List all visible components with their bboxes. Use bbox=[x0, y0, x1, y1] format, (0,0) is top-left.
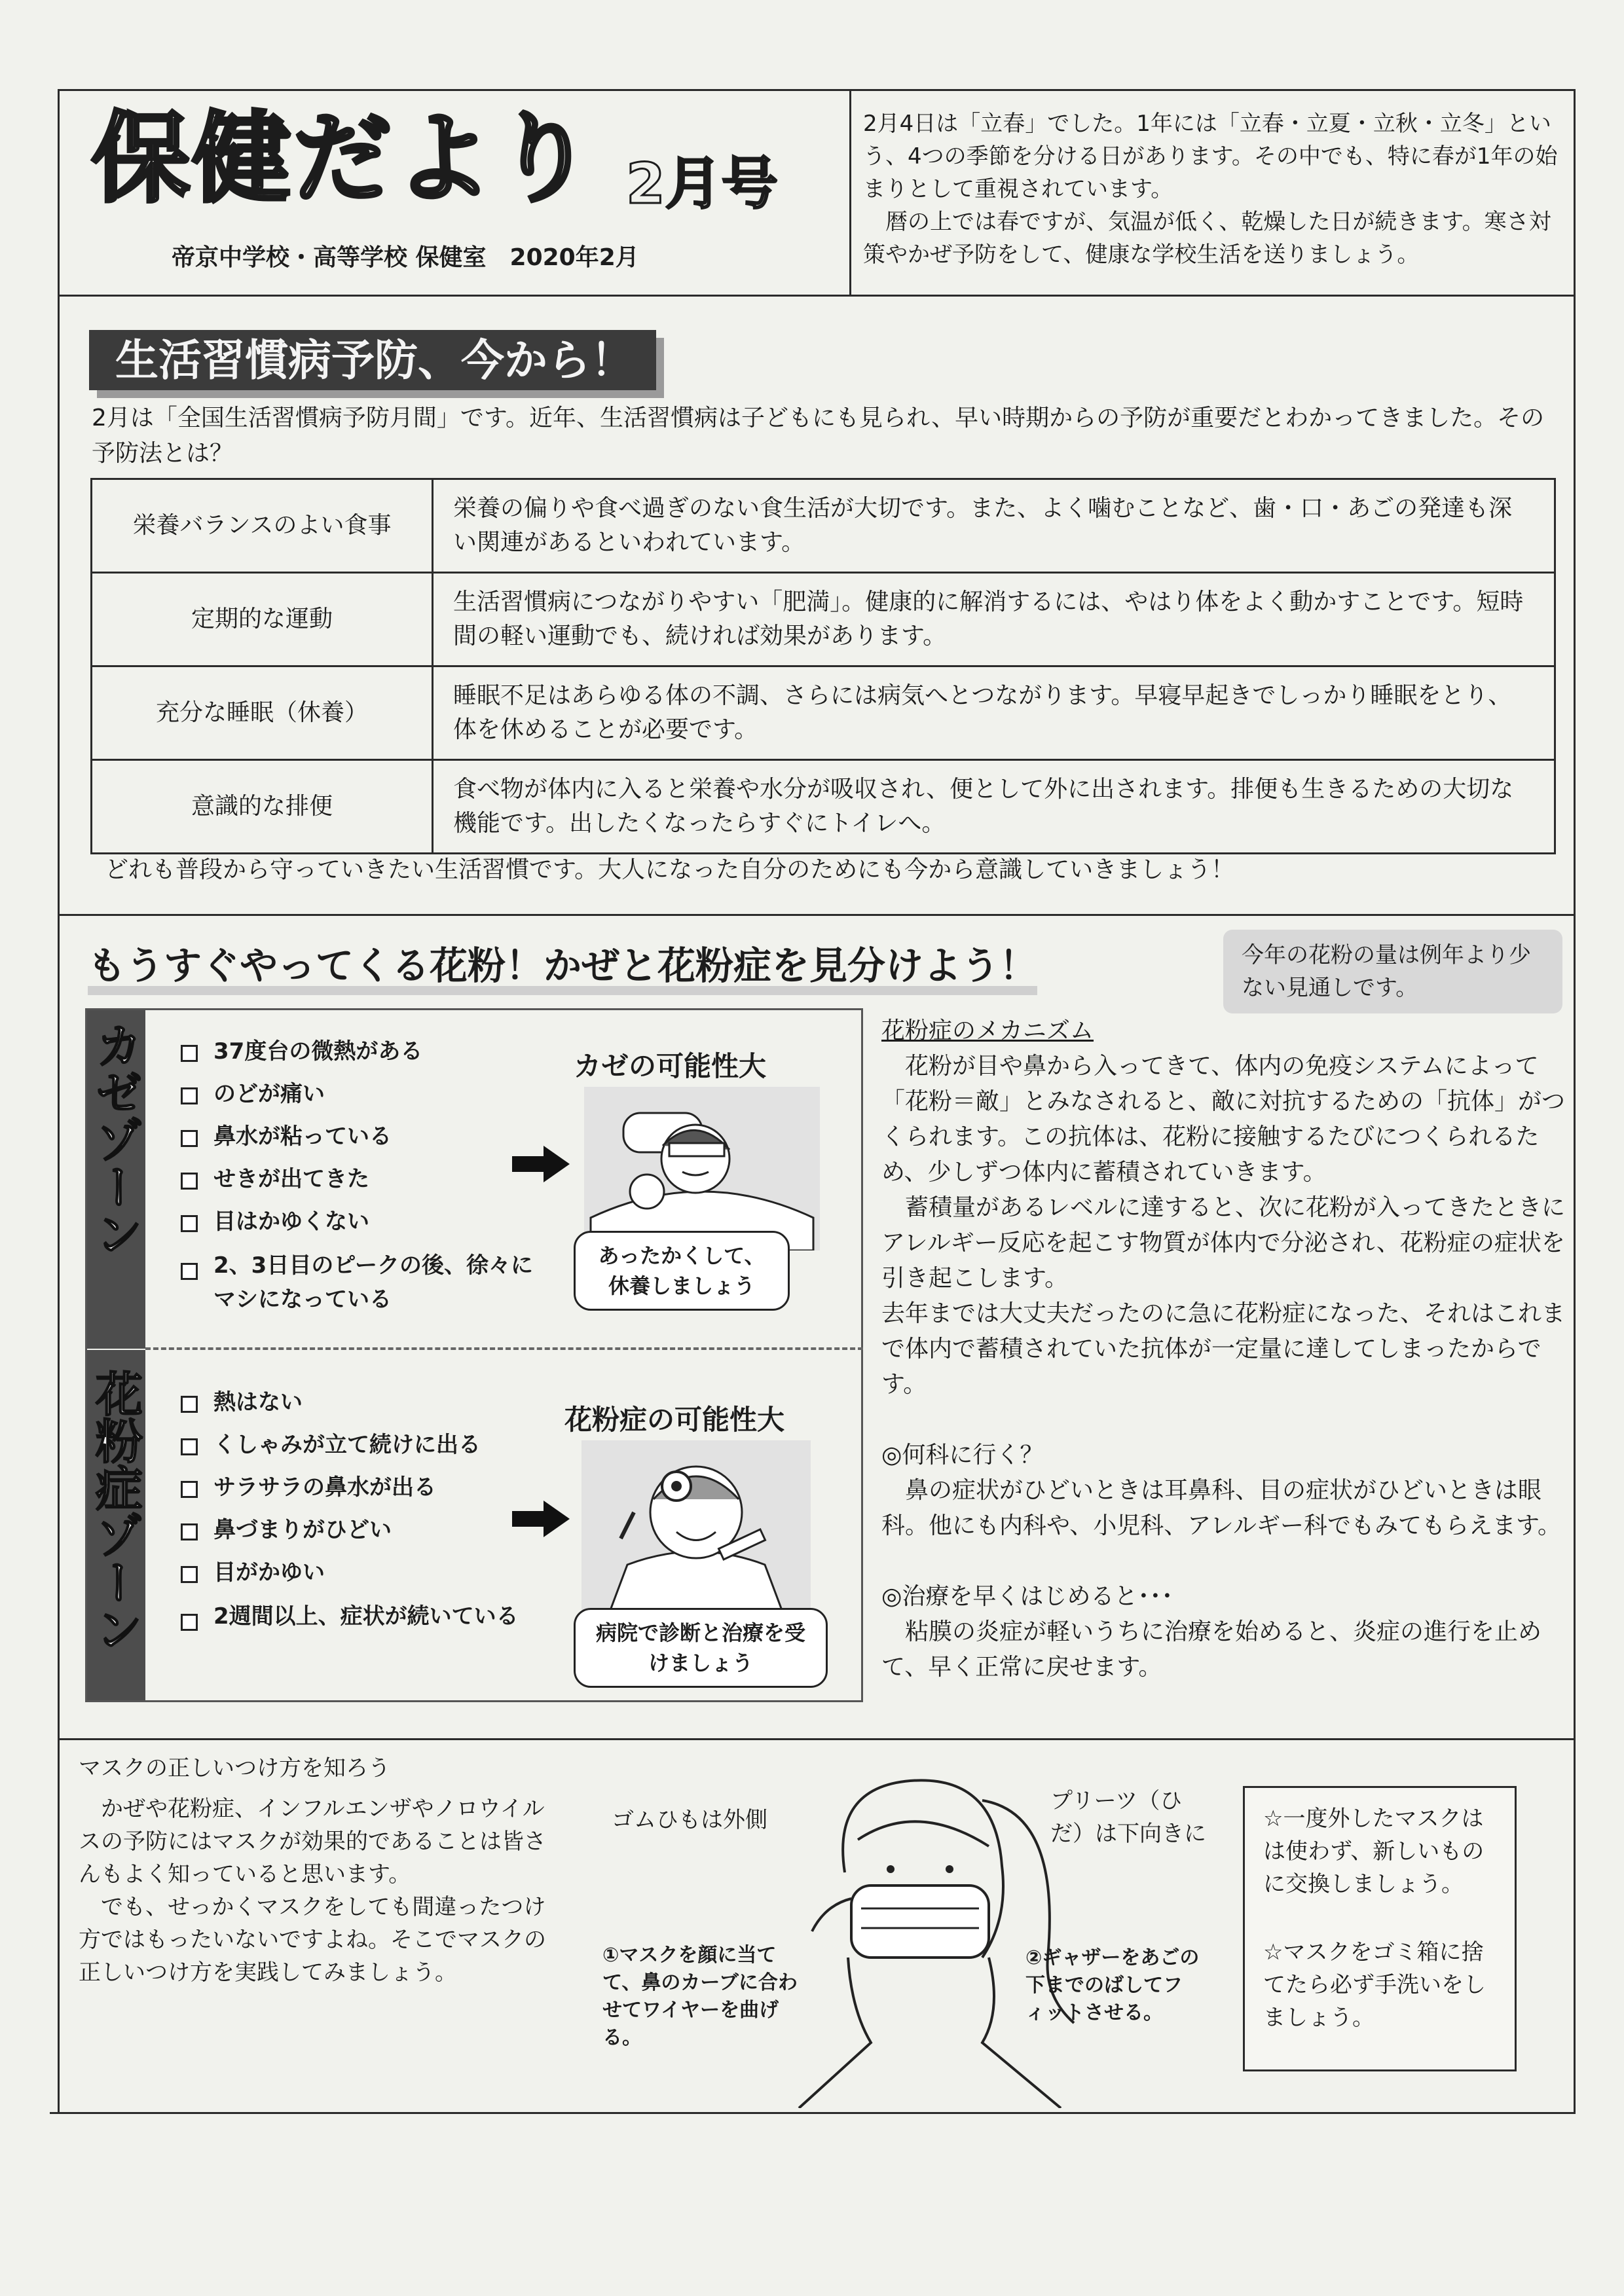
cold-zone-label-text: カゼゾーン bbox=[88, 1021, 143, 1257]
list-item: のどが痛い bbox=[177, 1073, 544, 1116]
divider-bottom bbox=[50, 2112, 1576, 2114]
list-item: 目がかゆい bbox=[177, 1552, 544, 1594]
lifestyle-heading: 生活習慣病予防、今から！ bbox=[89, 330, 656, 390]
issue-label: 2月号 bbox=[626, 151, 778, 217]
habit-label: 定期的な運動 bbox=[92, 573, 433, 666]
newsletter-title: 保健だより bbox=[92, 102, 597, 216]
header-intro bbox=[863, 107, 1564, 271]
mask-step2: ②ギャザーをあごの下までのばしてフィットさせる。 bbox=[1025, 1946, 1200, 2024]
mechanism-text bbox=[881, 1013, 1566, 1685]
mask-label-ear: ゴムひもは外側 bbox=[612, 1807, 767, 1833]
spacer bbox=[881, 1544, 1566, 1579]
mask-step1: ①マスクを顔に当てて、鼻のカーブに合わせてワイヤーを曲げる。 bbox=[602, 1944, 798, 2049]
hay-zone-label-text: 花粉症ゾーン bbox=[88, 1370, 143, 1652]
list-item: 鼻づまりがひどい bbox=[177, 1509, 544, 1552]
list-item: 鼻水が粘っている bbox=[177, 1116, 544, 1158]
cold-checklist bbox=[177, 1030, 544, 1317]
mask-paragraph: かぜや花粉症、インフルエンザやノロウイルスの予防にはマスクが効果的であることは皆さんもよく知っていると思います。 bbox=[79, 1796, 546, 1887]
clinic-text: 鼻の症状がひどいときは耳鼻科、目の症状がひどいときは眼科。他にも内科や、小児科、アレルギー科でもみてもらえます。 bbox=[881, 1477, 1562, 1539]
hay-advice-bubble: 病院で診断と治療を受けましょう bbox=[574, 1608, 828, 1688]
habit-label: 充分な睡眠（休養） bbox=[92, 666, 433, 760]
divider-section1 bbox=[58, 914, 1576, 916]
habit-text: 生活習慣病につながりやすい「肥満」。健康的に解消するには、やはり体をよく動かすことです。短時間の軽い運動でも、続ければ効果があります。 bbox=[433, 573, 1555, 666]
lifestyle-intro: 2月は「全国生活習慣病予防月間」です。近年、生活習慣病は子どもにも見られ、早い時期からの予防が重要だとわかってきました。その予防法とは？ bbox=[92, 405, 1545, 467]
list-item: くしゃみが立て続けに出る bbox=[177, 1424, 544, 1467]
list-item: 2、3日目のピークの後、徐々にマシになっている bbox=[177, 1248, 544, 1317]
habit-label: 栄養バランスのよい食事 bbox=[92, 479, 433, 573]
list-item: 熱はない bbox=[177, 1381, 544, 1424]
early-treatment-heading: ◎治療を早くはじめると･･･ bbox=[881, 1583, 1173, 1610]
divider-section2 bbox=[58, 1738, 1576, 1740]
early-treatment-text: 粘膜の炎症が軽いうちに治療を始めると、炎症の進行を止めて、早く正常に戻せます。 bbox=[881, 1618, 1542, 1681]
mask-heading: マスクの正しいつけ方を知ろう bbox=[79, 1755, 390, 1781]
mechanism-paragraph: 蓄積量があるレベルに達すると、次に花粉が入ってきたときにアレルギー反応を起こす物質が体内で分泌され、花粉症の症状を引き起こします。 bbox=[881, 1194, 1566, 1292]
mechanism-paragraph: 去年までは大丈夫だったのに急に花粉症になった、それはこれまで体内で蓄積されていた抗体が一定量に達してしまったからです。 bbox=[881, 1300, 1566, 1398]
hay-zone-label bbox=[85, 1370, 145, 1663]
cold-advice-bubble: あったかくして、休養しましょう bbox=[574, 1231, 790, 1311]
habit-label: 意識的な排便 bbox=[92, 760, 433, 854]
intro-paragraph: 暦の上では春ですが、気温が低く、乾燥した日が続きます。寒さ対策やかぜ予防をして、健康な学校生活を送りましょう。 bbox=[863, 209, 1551, 268]
table-row bbox=[92, 666, 1555, 760]
table-row bbox=[92, 479, 1555, 573]
pollen-forecast-note: 今年の花粉の量は例年より少ない見通しです。 bbox=[1223, 930, 1562, 1013]
arrow-right-icon bbox=[512, 1144, 571, 1184]
habit-text: 睡眠不足はあらゆる体の不調、さらには病気へとつながります。早寝早起きでしっかり睡眠をとり、体を休めることが必要です。 bbox=[433, 666, 1555, 760]
intro-paragraph: 2月4日は「立春」でした。1年には「立春・立夏・立秋・立冬」という、4つの季節を分ける日があります。その中でも、特に春が1年の始まりとして重視されています。 bbox=[863, 111, 1558, 202]
mask-tip: ☆一度外したマスクはは使わず、新しいものに交換しましょう。 bbox=[1263, 1806, 1485, 1897]
mask-tip: ☆マスクをゴミ箱に捨てたら必ず手洗いをしましょう。 bbox=[1263, 1939, 1486, 2031]
habit-text: 栄養の偏りや食べ過ぎのない食生活が大切です。また、よく噛むことなど、歯・口・あごの発達も深い関連があるといわれています。 bbox=[433, 479, 1555, 573]
zones-divider bbox=[145, 1347, 863, 1350]
list-item: 37度台の微熱がある bbox=[177, 1030, 544, 1073]
mechanism-heading: 花粉症のメカニズム bbox=[881, 1017, 1094, 1044]
mask-wearing-illustration bbox=[786, 1761, 1087, 2108]
sick-in-bed-illustration bbox=[584, 1087, 820, 1250]
list-item: 2週間以上、症状が続いている bbox=[177, 1599, 544, 1633]
mask-paragraph: でも、せっかくマスクをしても間違ったつけ方ではもったいないですよね。そこでマスクの正しいつけ方を実践してみましょう。 bbox=[79, 1894, 546, 1986]
mask-tips-box bbox=[1243, 1786, 1517, 2071]
mechanism-paragraph: 花粉が目や鼻から入ってきて、体内の免疫システムによって「花粉＝敵」とみなされると、敵に対抗するための「抗体」がつくられます。この抗体は、花粉に接触するたびにつくられるため、少しずつ体内に蓄積されていきます。 bbox=[881, 1053, 1566, 1186]
divider-header bbox=[58, 295, 1576, 297]
table-row bbox=[92, 760, 1555, 854]
lifestyle-closing: どれも普段から守っていきたい生活習慣です。大人になった自分のためにも今から意識していきましょう！ bbox=[105, 856, 1235, 883]
cold-likelihood-title: カゼの可能性大 bbox=[574, 1050, 767, 1082]
lifestyle-table bbox=[90, 478, 1556, 854]
table-row bbox=[92, 573, 1555, 666]
list-item: 目はかゆくない bbox=[177, 1201, 544, 1243]
pollen-heading: もうすぐやってくる花粉！かぜと花粉症を見分けよう！ bbox=[88, 947, 1037, 995]
habit-text: 食べ物が体内に入ると栄養や水分が吸収され、便として外に出されます。排便も生きるための大切な機能です。出したくなったらすぐにトイレへ。 bbox=[433, 760, 1555, 854]
list-item: サラサラの鼻水が出る bbox=[177, 1467, 544, 1509]
mask-section-text bbox=[79, 1752, 550, 1989]
hay-likelihood-title: 花粉症の可能性大 bbox=[564, 1404, 785, 1436]
list-item: せきが出てきた bbox=[177, 1158, 544, 1201]
hay-checklist bbox=[177, 1381, 544, 1633]
school-name: 帝京中学校・高等学校 保健室 2020年2月 bbox=[172, 244, 639, 271]
cold-zone-label bbox=[85, 1021, 145, 1267]
clinic-heading: ◎何科に行く？ bbox=[881, 1442, 1044, 1468]
spacer bbox=[881, 1402, 1566, 1438]
mask-label-pleat: プリーツ（ひだ）は下向きに bbox=[1050, 1788, 1206, 1847]
divider-header-vertical bbox=[849, 89, 851, 296]
arrow-right-icon bbox=[512, 1499, 571, 1539]
doctor-illustration bbox=[568, 1440, 824, 1617]
